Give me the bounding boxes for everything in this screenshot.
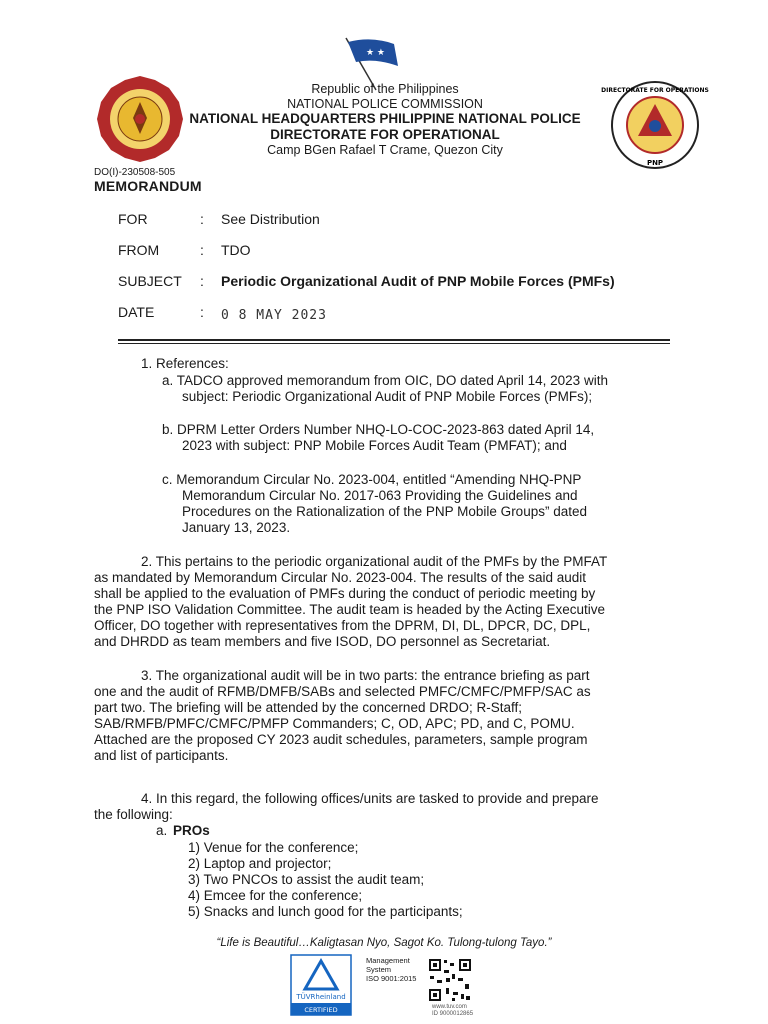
document-number: DO(I)-230508-505 [94,167,176,178]
ms-line1: Management [366,956,410,965]
paragraph-2-line2: as mandated by Memorandum Circular No. 2023-004. The results of the said audit [94,570,587,585]
meta-subject-value: Periodic Organizational Audit of PNP Mobile Forces (PMFs) [221,273,615,289]
paragraph-2-line4: the PNP ISO Validation Committee. The audit team is headed by the Acting Executive [94,602,606,617]
tuv-brand-text: TÜVRheinland [296,993,346,1001]
reference-c-line4: January 13, 2023. [182,520,291,535]
paragraph-2-line5: Officer, DO together with representatives from the DPRM, DI, DL, DPCR, DC, DPL, [94,618,591,633]
reference-c-line3: Procedures on the Rationalization of the PNP Mobile Groups” dated [182,504,587,519]
header-republic: Republic of the Philippines [311,82,459,96]
paragraph-4-line2: the following: [94,807,173,822]
paragraph-3-line4: SAB/RMFB/PMFC/CMFC/PMFP Commanders; C, OD, APC; PD, and C, POMU. [94,716,575,731]
paragraph-2-line3: shall be applied to the evaluation of PMFs during the conduct of periodic meeting by [94,586,596,601]
meta-colon: : [200,304,204,320]
management-system-label [366,956,416,983]
paragraph-3-line2: one and the audit of RFMB/DMFB/SABs and selected PMFC/CMFC/PMFP/SAC as [94,684,591,699]
meta-colon: : [200,273,204,289]
header-divider [118,339,670,341]
header-napolcom: NATIONAL POLICE COMMISSION [287,97,483,111]
footer-motto: “Life is Beautiful…Kaligtasan Nyo, Sagot Ko. Tulong-tulong Tayo.” [216,937,552,949]
meta-colon: : [200,242,204,258]
tuv-site: www.tuv.com [432,1004,467,1010]
task-item: 2) Laptop and projector; [188,856,332,871]
meta-for-key: FOR [118,211,148,227]
tuv-certified-logo-icon [291,955,351,1015]
meta-from-key: FROM [118,242,160,258]
task-item: 5) Snacks and lunch good for the participants; [188,904,463,919]
header-address: Camp BGen Rafael T Crame, Quezon City [267,143,503,157]
tuv-id: ID 9000012865 [432,1011,474,1017]
svg-text:★ ★: ★ ★ [366,48,385,58]
ms-line3: ISO 9001:2015 [366,974,417,983]
task-item: 4) Emcee for the conference; [188,888,363,903]
paragraph-3-line5: Attached are the proposed CY 2023 audit schedules, parameters, sample program [94,732,588,747]
header-nhq-pnp: NATIONAL HEADQUARTERS PHILIPPINE NATIONAL POLICE [189,111,581,126]
paragraph-3-line6: and list of participants. [94,748,229,763]
directorate-for-operations-seal-icon [601,80,709,170]
task-a-heading: PROs [173,823,210,838]
qr-code-icon [428,958,472,1002]
task-item: 3) Two PNCOs to assist the audit team; [188,872,425,887]
paragraph-3-line3: part two. The briefing will be attended by the concerned DRDO; R-Staff; [94,700,522,715]
memo-title: MEMORANDUM [94,178,202,194]
header-directorate: DIRECTORATE FOR OPERATIONAL [270,127,500,142]
meta-for-value: See Distribution [221,211,320,227]
meta-from-value: TDO [221,242,251,258]
header-divider-thin [118,343,670,344]
right-seal-bottom-text: PNP [646,159,664,167]
tuv-certified-text: CERTIFIED [304,1006,338,1014]
reference-b-line2: 2023 with subject: PNP Mobile Forces Audit Team (PMFAT); and [182,438,567,453]
right-seal-top-text: DIRECTORATE FOR OPERATIONS [601,87,709,94]
meta-date-key: DATE [118,304,155,320]
ms-line2: System [366,965,392,974]
task-item: 1) Venue for the conference; [188,840,359,855]
reference-c-line1: c. Memorandum Circular No. 2023-004, entitled “Amending NHQ-PNP [162,472,582,487]
reference-c-line2: Memorandum Circular No. 2017-063 Providing the Guidelines and [182,488,578,503]
meta-subject-key: SUBJECT [118,273,182,289]
paragraph-2-line1: 2. This pertains to the periodic organizational audit of the PMFs by the PMFAT [141,554,608,569]
task-a-prefix: a. [156,823,168,838]
references-heading: 1. References: [141,356,229,371]
paragraph-4-line1: 4. In this regard, the following offices/units are tasked to provide and prepare [141,791,599,806]
reference-a-line1: a. TADCO approved memorandum from OIC, DO dated April 14, 2023 with [162,373,608,388]
reference-b-line1: b. DPRM Letter Orders Number NHQ-LO-COC-2023-863 dated April 14, [162,422,595,437]
tuv-small-print [432,1004,473,1018]
paragraph-2-line6: and DHRDD as team members and five ISOD, DO personnel as Secretariat. [94,634,551,649]
reference-a-line2: subject: Periodic Organizational Audit of PNP Mobile Forces (PMFs); [182,389,593,404]
meta-colon: : [200,211,204,227]
meta-date-stamp: 0 8 MAY 2023 [221,308,327,323]
paragraph-3-line1: 3. The organizational audit will be in two parts: the entrance briefing as part [141,668,590,683]
